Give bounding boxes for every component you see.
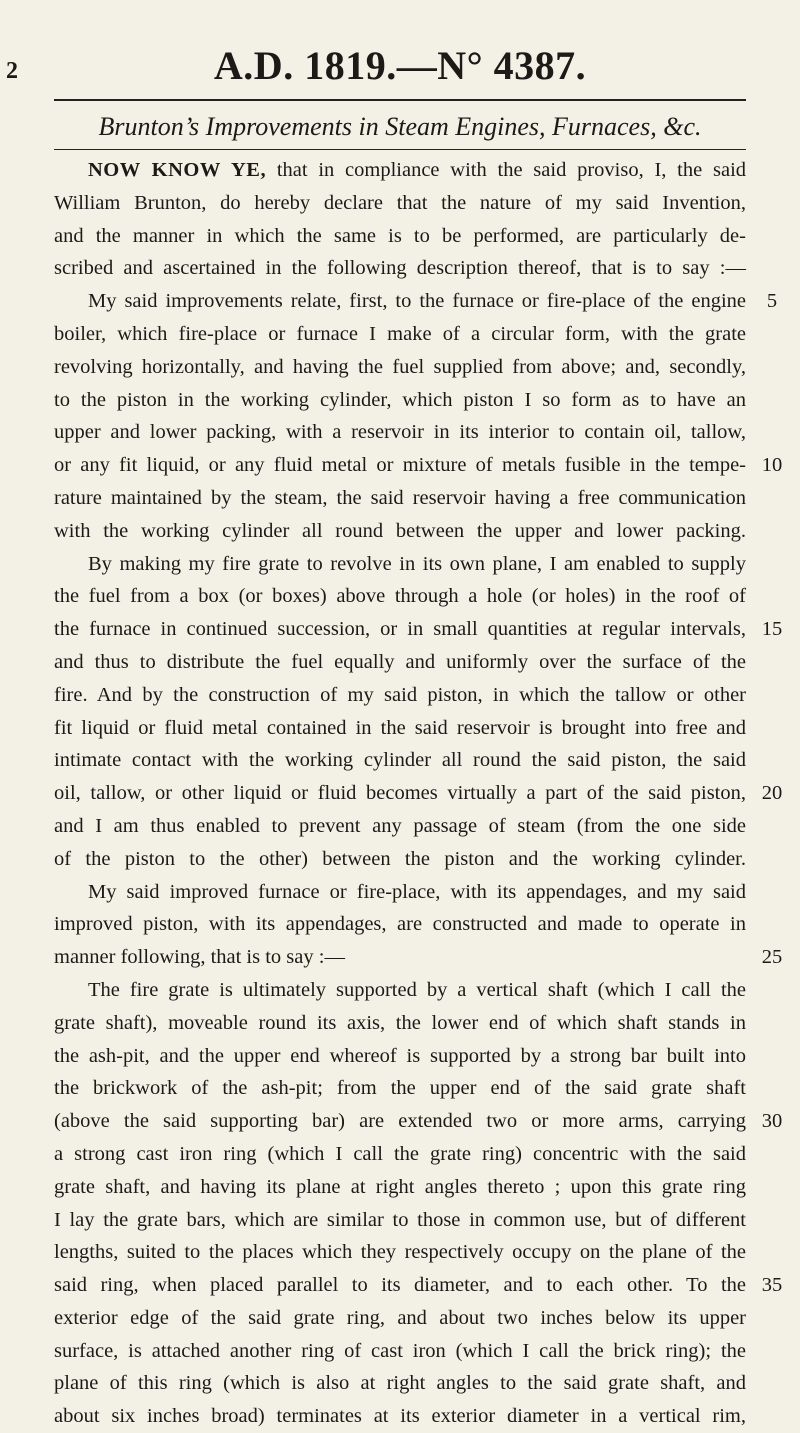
body-line: to the piston in the working cylinder, which piston I so form as to have an: [54, 388, 746, 411]
body-line: upper and lower packing, with a reservoir in its interior to contain oil, tallow,: [54, 421, 746, 444]
body-line: or any fit liquid, or any fluid metal or mixture of metals fusible in the tempe-: [54, 454, 746, 477]
line-number-10: 10: [761, 454, 783, 476]
body-line: (above the said supporting bar) are extended two or more arms, carrying: [54, 1110, 746, 1133]
body-line: fire. And by the construction of my said piston, in which the tallow or other: [54, 683, 746, 706]
body-line: grate shaft, and having its plane at right angles thereto ; upon this grate ring: [54, 1175, 746, 1198]
body-line: exterior edge of the said grate ring, and about two inches below its upper: [54, 1306, 746, 1329]
body-line: of the piston to the other) between the piston and the working cylinder.: [54, 847, 746, 870]
line-number-25: 25: [761, 946, 783, 968]
body-line: I lay the grate bars, which are similar to those in common use, but of different: [54, 1208, 746, 1231]
body-line: intimate contact with the working cylinder all round the said piston, the said: [54, 749, 746, 772]
running-title-rule: [54, 149, 746, 150]
body-line: boiler, which fire-place or furnace I make of a circular form, with the grate: [54, 322, 746, 345]
line-number-5: 5: [766, 290, 778, 312]
body-line: the furnace in continued succession, or in small quantities at regular intervals,: [54, 618, 746, 641]
body-line: rature maintained by the steam, the said reservoir having a free communication: [54, 486, 746, 509]
opening-caps: NOW KNOW YE,: [88, 159, 267, 181]
body-line: By making my fire grate to revolve in its own plane, I am enabled to supply: [88, 552, 746, 575]
body-line: grate shaft), moveable round its axis, the lower end of which shaft stands in: [54, 1011, 746, 1034]
body-line: The fire grate is ultimately supported by a vertical shaft (which I call the: [88, 978, 746, 1001]
page-number: 2: [6, 58, 18, 84]
body-line: lengths, suited to the places which they respectively occupy on the plane of the: [54, 1241, 746, 1264]
line-number-20: 20: [761, 782, 783, 804]
body-text: [54, 154, 746, 1433]
body-line: fit liquid or fluid metal contained in the said reservoir is brought into free and: [54, 716, 746, 739]
body-line: My said improved furnace or fire-place, with its appendages, and my said: [88, 880, 746, 903]
line-number-15: 15: [761, 618, 783, 640]
body-line: the fuel from a box (or boxes) above through a hole (or holes) in the roof of: [54, 585, 746, 608]
body-line: a strong cast iron ring (which I call the grate ring) concentric with the said: [54, 1142, 746, 1165]
header-rule: [54, 99, 746, 101]
body-line: improved piston, with its appendages, are constructed and made to operate in: [54, 913, 746, 936]
body-line: scribed and ascertained in the following description thereof, that is to say :—: [54, 257, 746, 280]
body-line: said ring, when placed parallel to its diameter, and to each other. To the: [54, 1274, 746, 1297]
line-number-35: 35: [761, 1274, 783, 1296]
body-line: oil, tallow, or other liquid or fluid becomes virtually a part of the said piston,: [54, 782, 746, 805]
body-line: about six inches broad) terminates at its exterior diameter in a vertical rim,: [54, 1405, 746, 1428]
page-header-title: A.D. 1819.—N° 4387.: [213, 43, 587, 88]
body-line: surface, is attached another ring of cast iron (which I call the brick ring); the: [54, 1339, 746, 1362]
body-line: revolving horizontally, and having the fuel supplied from above; and, secondly,: [54, 355, 746, 378]
body-line: manner following, that is to say :—: [54, 946, 345, 969]
body-line: and thus to distribute the fuel equally and uniformly over the surface of the: [54, 650, 746, 673]
body-line: NOW KNOW YE, that in compliance with the said proviso, I, the said: [88, 159, 747, 181]
body-line: with the working cylinder all round between the upper and lower packing.: [54, 519, 746, 542]
line-number-30: 30: [761, 1110, 783, 1132]
body-line: the brickwork of the ash-pit; from the upper end of the said grate shaft: [54, 1077, 746, 1100]
body-line: and the manner in which the same is to be performed, are particularly de-: [54, 224, 746, 247]
running-title: Brunton’s Improvements in Steam Engines, Furnaces, &c.: [98, 112, 702, 141]
body-line: the ash-pit, and the upper end whereof is supported by a strong bar built into: [54, 1044, 746, 1067]
body-line: and I am thus enabled to prevent any passage of steam (from the one side: [54, 814, 746, 837]
body-line: William Brunton, do hereby declare that the nature of my said Invention,: [54, 191, 746, 214]
body-line: plane of this ring (which is also at right angles to the said grate shaft, and: [54, 1372, 746, 1395]
body-line: My said improvements relate, first, to the furnace or fire-place of the engine: [88, 290, 746, 313]
